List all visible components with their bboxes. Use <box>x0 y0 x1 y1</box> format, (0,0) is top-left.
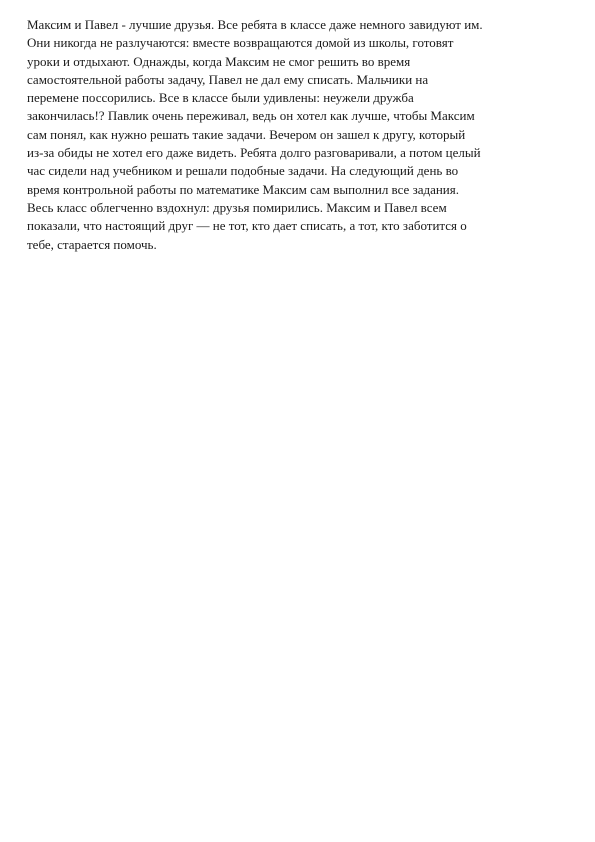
text-line: самостоятельной работы задачу, Павел не дал ему списать. Мальчики на <box>27 71 429 87</box>
text-line: сам понял, как нужно решать такие задачи. Вечером он зашел к другу, который <box>27 126 466 142</box>
text-line: час сидели над учебником и решали подобные задачи. На следующий день во <box>27 163 459 179</box>
text-line: перемене поссорились. Все в классе были удивлены: неужели дружба <box>27 90 414 106</box>
text-line: Максим и Павел - лучшие друзья. Все ребята в классе даже немного завидуют им. <box>27 17 483 32</box>
text-line: закончилась!? Павлик очень переживал, ведь он хотел как лучше, чтобы Максим <box>27 108 475 124</box>
text-line: показали, что настоящий друг — не тот, кто дает списать, а тот, кто заботится о <box>27 218 467 234</box>
text-line: из-за обиды не хотел его даже видеть. Ребята долго разговаривали, а потом целый <box>27 145 481 161</box>
text-line: Весь класс облегченно вздохнул: друзья помирились. Максим и Павел всем <box>27 199 447 215</box>
text-line: тебе, старается помочь. <box>27 236 157 252</box>
story-paragraph <box>27 16 575 254</box>
text-line: время контрольной работы по математике Максим сам выполнил все задания. <box>27 181 459 197</box>
text-line: уроки и отдыхают. Однажды, когда Максим не смог решить во время <box>27 53 411 69</box>
text-line: Они никогда не разлучаются: вместе возвращаются домой из школы, готовят <box>27 35 454 51</box>
